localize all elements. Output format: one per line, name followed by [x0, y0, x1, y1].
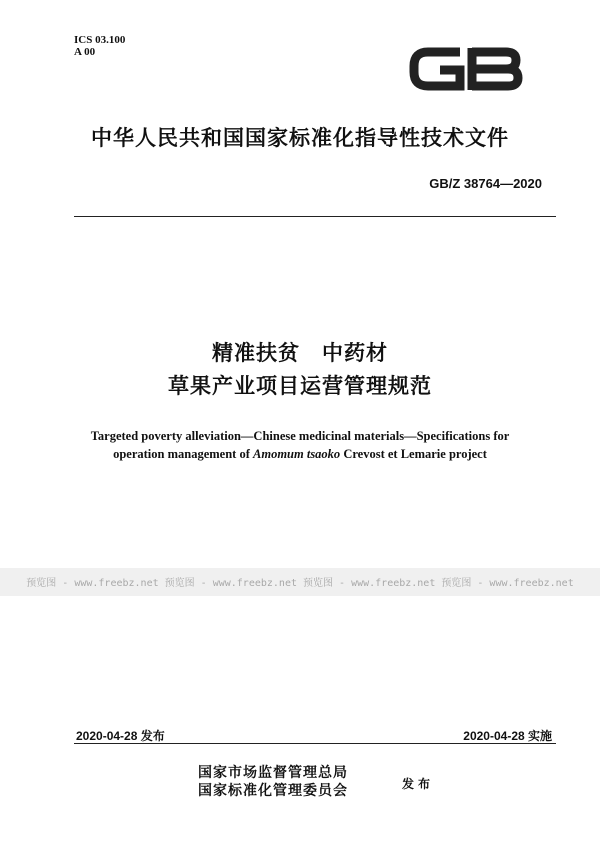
title-en-line2-pre: operation management of [113, 447, 254, 461]
ics-classification [74, 34, 125, 58]
watermark-text: 预览图 - www.freebz.net 预览图 - www.freebz.net 预览图 - www.freebz.net 预览图 - www.freebz.net [26, 578, 574, 589]
publisher-org-1: 国家市场监督管理总局 [198, 765, 348, 781]
publisher-org-2: 国家标准化管理委员会 [198, 783, 348, 799]
gb-logo-icon [408, 40, 524, 98]
publisher-block [198, 764, 348, 800]
ccs-code: A 00 [74, 46, 96, 58]
title-cn-line1: 精准扶贫 中药材 [212, 341, 388, 365]
issue-date: 2020-04-28 发布 [76, 729, 165, 743]
header-divider [74, 216, 556, 217]
title-en-line2-post: Crevost et Lemarie project [340, 447, 487, 461]
ics-code: ICS 03.100 [74, 34, 126, 46]
footer-divider [74, 743, 556, 744]
title-en-line2 [20, 447, 580, 462]
publish-label: 发布 [402, 777, 435, 791]
title-cn-line2: 草果产业项目运营管理规范 [168, 374, 432, 398]
implementation-date: 2020-04-28 实施 [463, 729, 552, 743]
standard-number: GB/Z 38764—2020 [429, 176, 542, 191]
species-name: Amomum tsaoko [253, 447, 341, 461]
issuing-document-type: 中华人民共和国国家标准化指导性技术文件 [91, 126, 509, 150]
title-en-line1: Targeted poverty alleviation—Chinese medicinal materials—Specifications for [90, 429, 510, 443]
